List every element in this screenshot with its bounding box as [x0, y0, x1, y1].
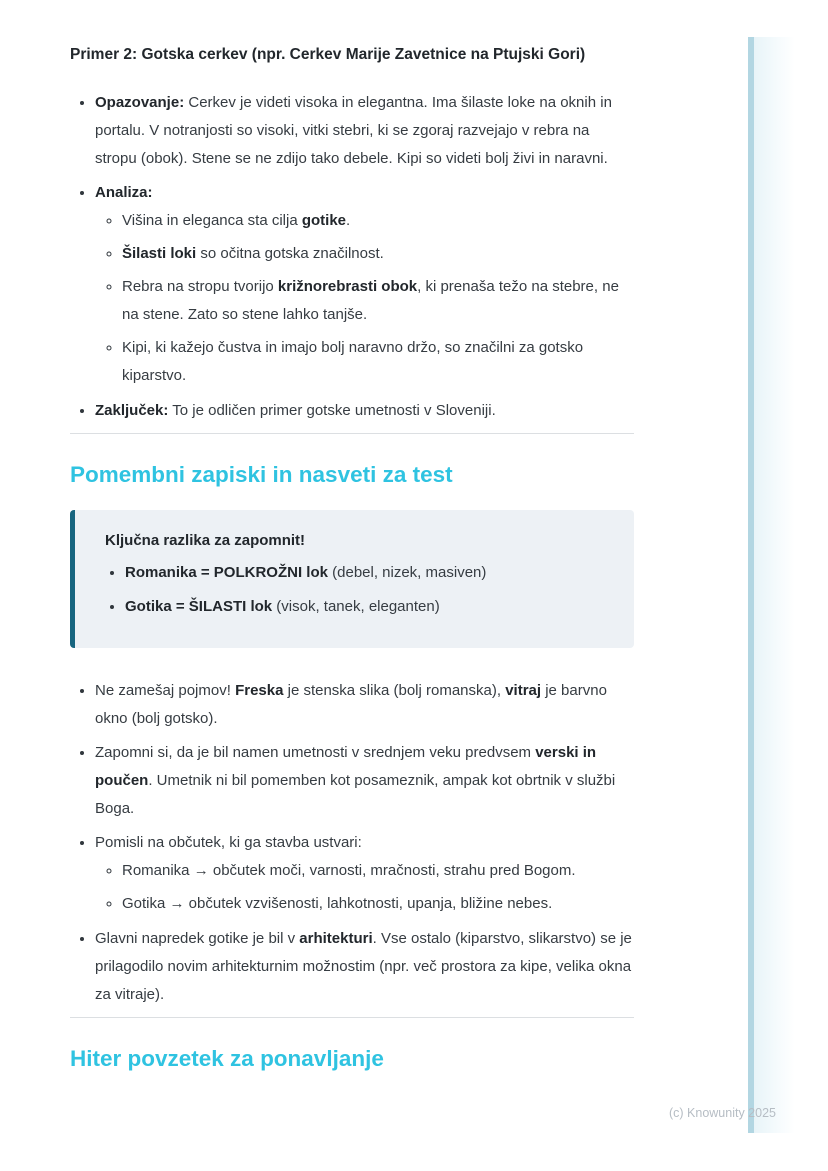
text: Rebra na stropu tvorijo — [122, 278, 278, 295]
text: , ki prenaša težo na stebre, ne na stene. Zato so stene lahko tanjše. — [122, 278, 619, 323]
text: je stenska slika (bolj romanska), — [283, 682, 506, 699]
text: (visok, tanek, eleganten) — [272, 598, 440, 615]
list-item — [95, 676, 634, 733]
list-item — [95, 88, 634, 173]
text: (debel, nizek, masiven) — [327, 564, 487, 581]
text: Zapomni si, da je bil namen umetnosti v srednjem veku predvsem — [95, 744, 536, 761]
callout-list — [105, 558, 610, 621]
list-item — [122, 890, 634, 918]
page-edge-accent-strip — [748, 37, 795, 1133]
text: To je odličen primer gotske umetnosti v Sloveniji. — [168, 402, 496, 419]
notes-section-heading: Pomembni zapiski in nasveti za test — [70, 462, 453, 487]
accent-strip-fill — [754, 37, 795, 1133]
text: Pomisli na občutek, ki ga stavba ustvari: — [95, 834, 362, 851]
key-difference-callout — [70, 510, 634, 648]
example-heading: Primer 2: Gotska cerkev (npr. Cerkev Marije Zavetnice na Ptujski Gori) — [70, 46, 586, 63]
bold-text: arhitekturi — [299, 930, 373, 947]
bold-text: vitraj — [505, 682, 542, 699]
bold-text: verski in poučen — [95, 744, 597, 789]
list-item — [122, 207, 634, 235]
document-content — [70, 0, 634, 1072]
bold-text: Romanika = POLKROŽNI lok — [125, 564, 328, 581]
text: je barvno okno (bolj gotsko). — [95, 682, 607, 727]
example-list — [70, 88, 634, 425]
list-item — [125, 558, 610, 587]
list-item — [95, 396, 634, 425]
bold-text: Opazovanje: — [95, 94, 185, 111]
sublist — [95, 857, 634, 918]
bold-text: križnorebrasti obok — [277, 278, 418, 295]
list-item — [95, 828, 634, 918]
text: so očitna gotska značilnost. — [196, 245, 384, 262]
section-divider — [70, 1017, 634, 1018]
section-divider — [70, 433, 634, 434]
list-item — [122, 334, 634, 390]
list-item — [122, 857, 634, 885]
callout-title: Ključna razlika za zapomnit! — [105, 532, 306, 549]
list-item — [95, 924, 634, 1009]
text: Kipi, ki kažejo čustva in imajo bolj naravno držo, so značilni za gotsko kiparstvo. — [122, 339, 584, 384]
text: Ne zamešaj pojmov! — [95, 682, 236, 699]
list-item — [122, 273, 634, 329]
text: Romanika → občutek moči, varnosti, mračnosti, strahu pred Bogom. — [122, 862, 576, 879]
list-item — [95, 738, 634, 823]
text: Gotika → občutek vzvišenosti, lahkotnosti, upanja, bližine nebes. — [122, 895, 553, 912]
summary-section-heading: Hiter povzetek za ponavljanje — [70, 1046, 384, 1071]
bold-text: Zaključek: — [95, 402, 169, 419]
bold-text: Gotika = ŠILASTI lok — [125, 598, 273, 615]
list-item — [122, 240, 634, 268]
copyright-footer: (c) Knowunity 2025 — [668, 1106, 776, 1120]
bold-text: Analiza: — [95, 184, 153, 201]
notes-list — [70, 676, 634, 1009]
list-item — [125, 592, 610, 621]
text: Glavni napredek gotike je bil v — [95, 930, 300, 947]
text: . Vse ostalo (kiparstvo, slikarstvo) se je prilagodilo novim arhitekturnim možnostim (npr. več prostora za kipe, velika okna za vitraje). — [95, 930, 632, 1003]
bold-text: Šilasti loki — [122, 245, 197, 262]
sublist — [95, 207, 634, 390]
text: . Umetnik ni bil pomemben kot posameznik, ampak kot obrtnik v službi Boga. — [95, 772, 616, 817]
list-item — [95, 178, 634, 390]
text: . — [346, 212, 351, 229]
bold-text: gotike — [301, 212, 347, 229]
bold-text: Freska — [235, 682, 284, 699]
text: Višina in eleganca sta cilja — [122, 212, 302, 229]
text: Cerkev je videti visoka in elegantna. Ima šilaste loke na oknih in portalu. V notranjosti so visoki, vitki stebri, ki se zgoraj razvejajo v rebra na stropu (obok). Stene se ne zdijo tako debele. Kipi so videti bolj živi in naravni. — [95, 94, 612, 167]
